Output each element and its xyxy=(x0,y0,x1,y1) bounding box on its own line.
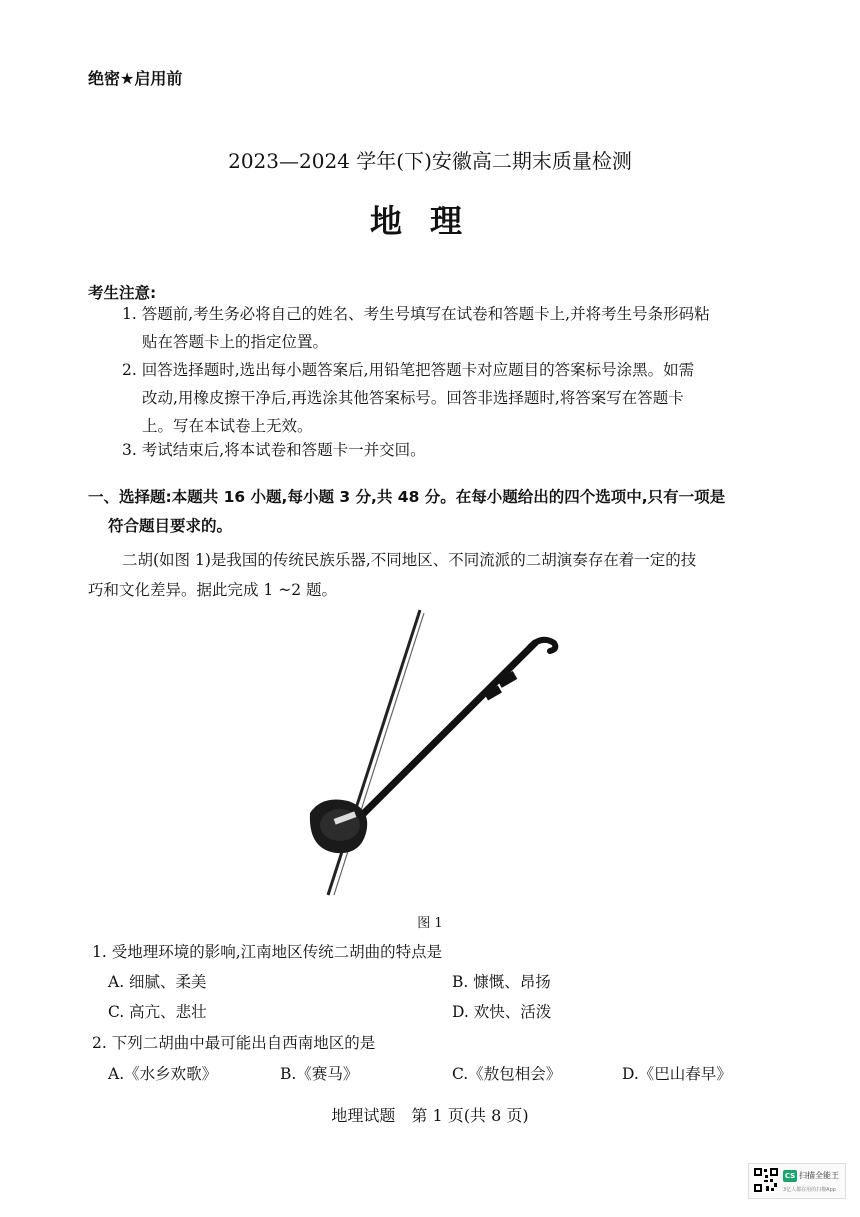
notice-item-1-line-2: 贴在答题卡上的指定位置。 xyxy=(142,333,329,351)
intro-line-2: 巧和文化差异。据此完成 1 ~2 题。 xyxy=(88,581,337,599)
subject-title: 地理 xyxy=(369,202,490,240)
erhu-instrument-icon xyxy=(280,605,580,905)
notice-item-2-line-3: 上。写在本试卷上无效。 xyxy=(142,417,313,435)
confidential-mark: 绝密★启用前 xyxy=(88,69,183,88)
scanner-app-tagline: 3亿人都在用的扫描App xyxy=(783,1187,836,1193)
scanner-app-name: 扫描全能王 xyxy=(799,1171,839,1180)
notice-heading: 考生注意: xyxy=(88,284,157,302)
question-1-option-b: B. 慷慨、昂扬 xyxy=(452,973,551,991)
page-footer: 地理试题 第 1 页(共 8 页) xyxy=(331,1106,529,1125)
question-1-option-c: C. 高亢、悲壮 xyxy=(108,1003,207,1021)
scanner-watermark xyxy=(748,1163,846,1199)
question-2-option-d: D.《巴山春早》 xyxy=(622,1065,732,1083)
qr-code-icon xyxy=(753,1167,779,1193)
intro-line-1: 二胡(如图 1)是我国的传统民族乐器,不同地区、不同流派的二胡演奏存在着一定的技 xyxy=(122,551,697,569)
question-2-option-b: B.《赛马》 xyxy=(280,1065,359,1083)
section-heading-line-1: 一、选择题:本题共 16 小题,每小题 3 分,共 48 分。在每小题给出的四个选项中,只有一项是 xyxy=(88,488,726,506)
question-1-option-d: D. 欢快、活泼 xyxy=(452,1003,552,1021)
cs-logo: CS xyxy=(784,1172,796,1180)
question-2-option-c: C.《敖包相会》 xyxy=(452,1065,562,1083)
question-1-option-a: A. 细腻、柔美 xyxy=(108,973,207,991)
question-1-stem: 1. 受地理环境的影响,江南地区传统二胡曲的特点是 xyxy=(92,943,443,961)
exam-title: 2023—2024 学年(下)安徽高二期末质量检测 xyxy=(228,149,632,173)
section-heading-line-2: 符合题目要求的。 xyxy=(108,517,233,535)
notice-item-1-line-1: 1. 答题前,考生务必将自己的姓名、考生号填写在试卷和答题卡上,并将考生号条形码粘 xyxy=(122,305,710,323)
question-2-stem: 2. 下列二胡曲中最可能出自西南地区的是 xyxy=(92,1034,376,1052)
notice-item-3: 3. 考试结束后,将本试卷和答题卡一并交回。 xyxy=(122,441,426,459)
notice-item-2-line-2: 改动,用橡皮擦干净后,再选涂其他答案标号。回答非选择题时,将答案写在答题卡 xyxy=(142,389,684,407)
question-2-option-a: A.《水乡欢歌》 xyxy=(108,1065,218,1083)
figure-caption: 图 1 xyxy=(417,916,443,931)
notice-item-2-line-1: 2. 回答选择题时,选出每小题答案后,用铅笔把答题卡对应题目的答案标号涂黑。如需 xyxy=(122,361,695,379)
